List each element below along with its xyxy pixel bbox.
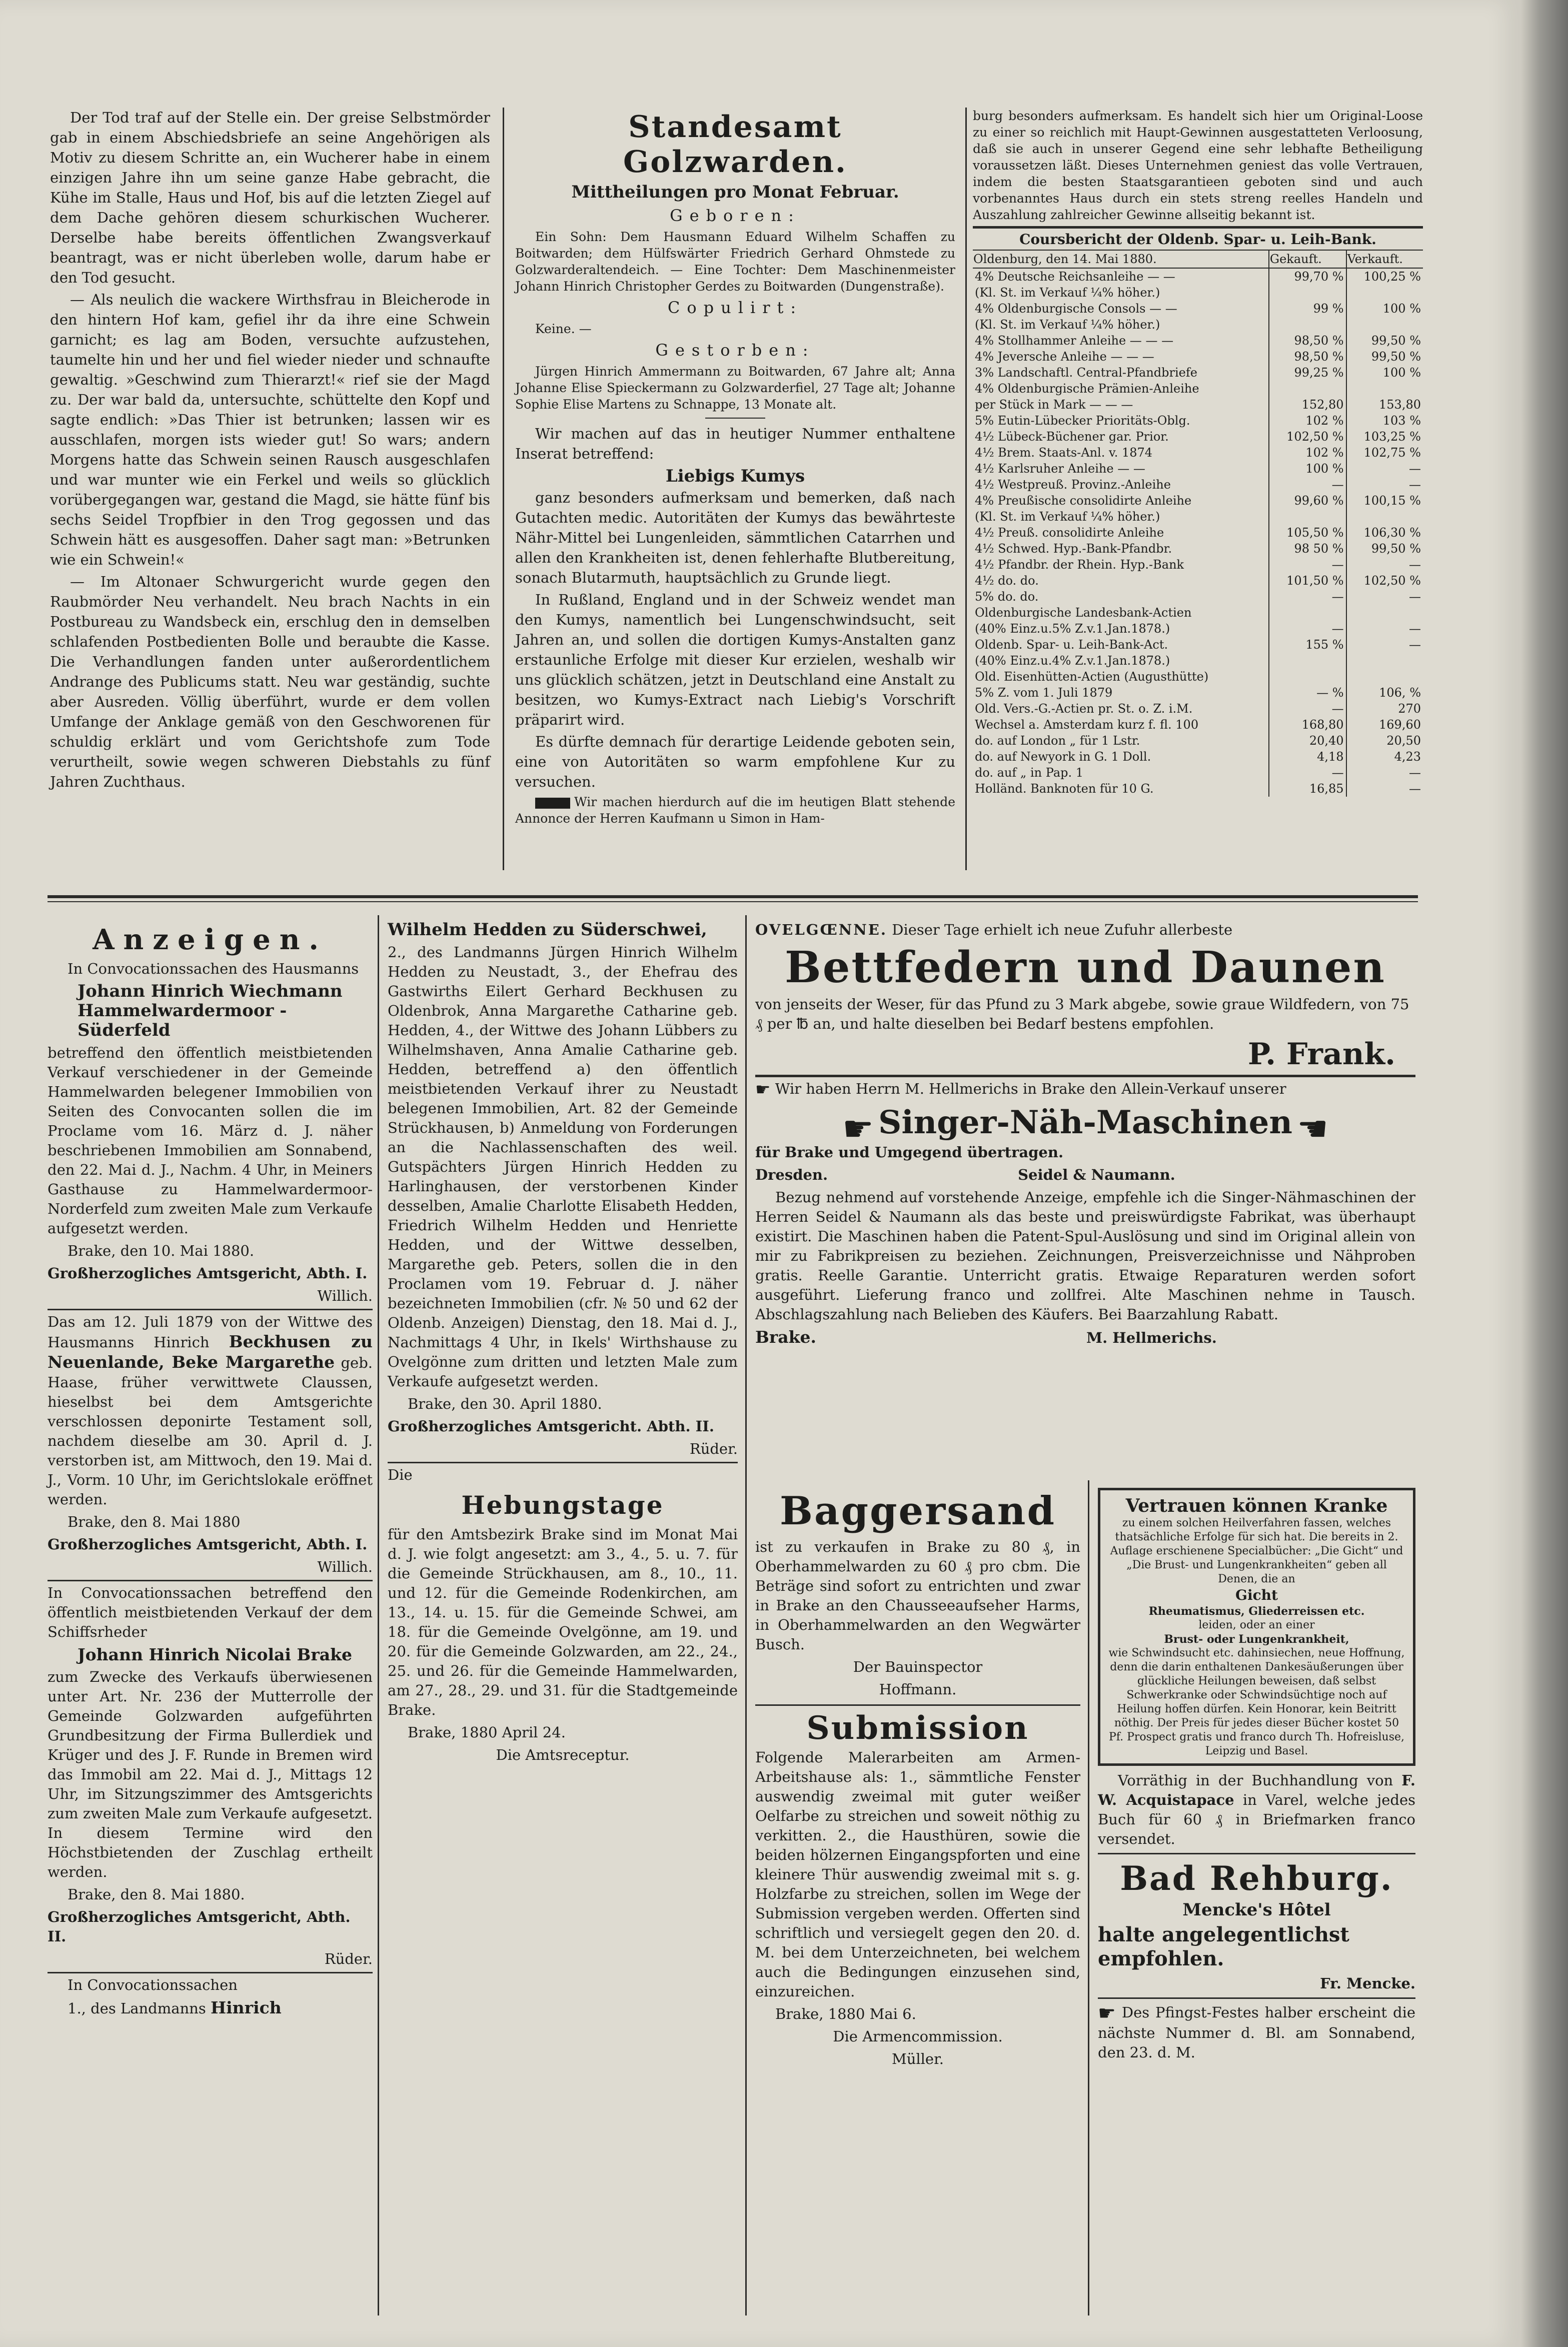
kranke-text: wie Schwindsucht etc. dahinsiechen, neue Hoffnung, denn die darin enthaltenen Dankesäußerungen über glückliche Heilungen beweisen, daß selbst Schwerkranke oder Schwindsüchtige noch auf Heilung hoffen dürfen. Kein Honorar, kein Beitritt nöthig. Der Preis für jedes dieser Bücher kostet 50 Pf. Prospect gratis und franco durch Th. Hofreisluse, Leipzig und Basel. <box>1108 1647 1405 1757</box>
acquistapace-text-1: Vorräthig in der Buchhandlung von <box>1118 1772 1393 1789</box>
kurs-buy: 16,85 <box>1269 781 1346 797</box>
kurs-row <box>973 765 1423 781</box>
kurs-security: 4% Preußische consolidirte Anleihe <box>975 494 1192 508</box>
kurs-sell: 100,25 % <box>1346 268 1423 285</box>
pointing-hand-icon: ☛ <box>1098 2001 1116 2025</box>
kurs-sell <box>1346 653 1423 669</box>
section-separator <box>48 895 1418 898</box>
submission-text: Folgende Malerarbeiten am Armen-Arbeitshause als: 1., sämmtliche Fenster auswendig zweimal mit guter weißer Oelfarbe zu streichen und soweit nöthig zu verkitten. 2., die Hausthüren, sowie die beiden hölzernen Eingangspforten und eine kleinere Thür auswendig zweimal mit s. g. Holzfarbe zu streichen, sollen im Wege der Submission vergeben werden. Offerten sind schriftlich und versiegelt gegen den 20. d. M. bei dem Unterzeichneten, bei welchem auch die Bedingungen einzusehen sind, einzureichen. <box>755 1749 1080 2000</box>
ad-date: Brake, den 8. Mai 1880 <box>68 1513 241 1530</box>
copulirt-text: Keine. — <box>535 322 592 336</box>
ads-column-a <box>48 920 373 2021</box>
kurs-security: 4% Oldenburgische Consols — — <box>975 302 1177 316</box>
kurs-sell: — <box>1346 637 1423 653</box>
hebungstage-date: Brake, 1880 April 24. <box>408 1724 566 1741</box>
kurs-buy: 102 % <box>1269 445 1346 461</box>
kurs-buy: 4,18 <box>1269 749 1346 765</box>
kurs-sell: 103,25 % <box>1346 429 1423 445</box>
kurs-date: Oldenburg, den 14. Mai 1880. <box>973 250 1269 268</box>
kurs-sell: 100,15 % <box>1346 493 1423 509</box>
kurs-row <box>973 349 1423 365</box>
kurs-sell <box>1346 605 1423 621</box>
kurs-buy: — <box>1269 765 1346 781</box>
standesamt-title: Standesamt Golzwarden. <box>623 110 847 180</box>
kurs-security: 4½ do. do. <box>975 574 1039 588</box>
pointing-hand-left-icon: ☚ <box>1297 1108 1328 1149</box>
kurs-sell: 106, % <box>1346 685 1423 701</box>
kurs-security: (40% Einz.u.5% Z.v.1.Jan.1878.) <box>975 622 1170 636</box>
kurs-buy: 152,80 <box>1269 397 1346 413</box>
kaufmann-notice <box>515 794 955 827</box>
hebungstage-die: Die <box>388 1466 413 1483</box>
divider <box>48 1309 373 1310</box>
liebig-paragraph: In Rußland, England und in der Schweiz wendet man den Kumys, namentlich bei Lungenschwindsucht, seit Jahren an, und sollen die dortigen Kumys-Anstalten ganz erstaunliche Erfolge mit dieser Kur erzielen, weshalb wir uns glücklich schätzen, jetzt in Deutschland eine Anstalt zu besitzen, wo Kumys-Extract nach Liebig's Vorschrift präparirt wird. <box>515 591 955 728</box>
kurs-row <box>973 477 1423 493</box>
kranke-box <box>1098 1488 1415 1766</box>
kurs-row <box>973 557 1423 573</box>
kurs-row <box>973 268 1423 285</box>
kurs-buy <box>1269 317 1346 333</box>
singer-text: Bezug nehmend auf vorstehende Anzeige, empfehle ich die Singer-Nähmaschinen der Herren Seidel & Naumann als das beste und preiswürdigste Fabrikat, was überhaupt existirt. Die Maschinen haben die Patent-Spul-Auslösung und sind im Original allein von mir zu Fabrikpreisen zu beziehen. Zeichnungen, Preisverzeichnisse und Nähproben gratis. Reelle Garantie. Unterricht gratis. Etwaige Reparaturen werden sofort ausgeführt. Lieferung franco und zollfrei. Alte Maschinen nehme in Tausch. Abschlagszahlung nach Belieben des Käufers. Bei Baarzahlung Rabatt. <box>755 1188 1415 1323</box>
kurs-security: Old. Eisenhütten-Actien (Augusthütte) <box>975 670 1209 684</box>
kurs-row <box>973 781 1423 797</box>
divider <box>1098 1997 1415 1999</box>
ad-sign: Rüder. <box>324 1950 373 1967</box>
news-column-1 <box>50 108 490 794</box>
kurs-sell: — <box>1346 765 1423 781</box>
kurs-row <box>973 701 1423 717</box>
kurs-security: 4% Jeversche Anleihe — — — <box>975 350 1154 364</box>
section-separator <box>48 901 1418 902</box>
ovelgoenne-ad <box>755 920 1415 940</box>
rehburg-hotel: Mencke's Hôtel <box>1182 1900 1331 1920</box>
geboren-text: Ein Sohn: Dem Hausmann Eduard Wilhelm Schaffen zu Boitwarden; dem Hülfswärter Friedrich Gerhard Ohmstede zu Golzwarderaltendeich. — Eine Tochter: Dem Maschinenmeister Johann Hinrich Christopher Gerdes zu Boitwarden (Dungenstraße). <box>515 230 955 294</box>
kurs-sell: 4,23 <box>1346 749 1423 765</box>
kranke-text: zu einem solchen Heilverfahren fassen, welches thatsächliche Erfolge für sich hat. Die bereits in 2. Auflage erschienene Specialbücher: „Die Gicht“ und „Die Brust- und Lungenkrankheiten“ geben all Denen, die an <box>1110 1517 1403 1585</box>
kurs-security: do. auf Newyork in G. 1 Doll. <box>975 750 1151 764</box>
kranke-heading: Brust- oder Lungenkrankheit, <box>1164 1633 1349 1646</box>
copulirt-heading: Copulirt: <box>667 298 803 317</box>
kurs-sell <box>1346 285 1423 301</box>
kurs-buy: 99 % <box>1269 301 1346 317</box>
divider <box>705 418 765 419</box>
kurs-buy <box>1269 605 1346 621</box>
kurs-buy: 98,50 % <box>1269 349 1346 365</box>
ad-court: Großherzogliches Amtsgericht, Abth. II. <box>48 1908 351 1945</box>
divider <box>388 1462 738 1463</box>
kurs-security: 4% Deutsche Reichsanleihe — — <box>975 270 1175 284</box>
gestorben-heading: Gestorben: <box>655 341 815 360</box>
kurs-sell: 100 % <box>1346 301 1423 317</box>
ad-text: 2., des Landmanns Jürgen Hinrich Wilhelm Hedden zu Neustadt, 3., der Ehefrau des Gastwirths Eilert Gerhard Beckhusen zu Oldenbrok, Anna Margarethe Catharine geb. Hedden, 4., der Wittwe des Johann Lübbers zu Wilhelmshaven, Anna Amalie Catharine geb. Hedden, betreffend a) den öffentlich meistbietenden Verkauf ihrer zu Neustadt belegenen Immobilien, Art. 82 der Gemeinde Strückhausen, b) Anmeldung von Forderungen an die Nachlassenschaften des weil. Gutspächters Jürgen Hinrich Hedden zu Harlinghausen, der verstorbenen Kinder desselben, Amalie Charlotte Elisabeth Hedden, Friedrich Wilhelm Hedden und Henriette Hedden, und der Wittwe desselben, Margarethe geb. Peters, sollen die in den Proclamen vom 19. Februar d. J. näher bezeichneten Immobilien (cfr. № 50 und 62 der Oldenb. Anzeigen) Dienstag, den 18. Mai d. J., Nachmittags 4 Uhr, in Ikels' Wirthshause zu Ovelgönne zum dritten und letzten Male zum Verkaufe aufgesetzt werden. <box>388 944 738 1390</box>
kurs-buy: — % <box>1269 685 1346 701</box>
submission-role: Die Armencommission. <box>833 2028 1003 2045</box>
geboren-heading: Geboren: <box>670 206 801 225</box>
singer-pre <box>755 1079 1415 1100</box>
kurs-buy: — <box>1269 589 1346 605</box>
kurs-security: 4% Stollhammer Anleihe — — — <box>975 334 1174 348</box>
ad-name: Hinrich <box>210 1998 282 2017</box>
pointing-hand-icon: ☛ <box>842 1108 874 1149</box>
ad-intro: In Convocationssachen betreffend den öffentlich meistbietenden Verkauf der dem Schiffsrheder <box>48 1584 373 1640</box>
column-rule-3 <box>378 915 379 2315</box>
kurs-security: 4½ Schwed. Hyp.-Bank-Pfandbr. <box>975 542 1172 556</box>
ad-text-part: geb. Haase, früher verwittwete Claussen, hieselbst bei dem Amtsgerichte verschlossen deponirte Testament soll, nachdem dieselbe am 30. April d. J. verstorben ist, am Mittwoch, den 19. Mai d. J., Vorm. 10 Uhr, im Gerichtslokale eröffnet werden. <box>48 1354 373 1508</box>
ad-name: Johann Hinrich Nicolai Brake <box>78 1645 352 1664</box>
pfingst-notice <box>1098 2003 1415 2062</box>
page-fold <box>1520 0 1568 2347</box>
kurs-row <box>973 525 1423 541</box>
kurs-row <box>973 637 1423 653</box>
kurs-security: 3% Landschaftl. Central-Pfandbriefe <box>975 366 1197 380</box>
kranke-heading: Gicht <box>1235 1587 1278 1603</box>
kurs-buy: — <box>1269 477 1346 493</box>
ad-sign: Willich. <box>317 1558 373 1575</box>
baggersand-text: ist zu verkaufen in Brake zu 80 ₰, in Oberhammelwarden zu 60 ₰ pro cbm. Die Beträge sind sofort zu entrichten und zwar in Brake an den Chausseeaufseher Harms, in Oberhammelwarden an den Wegwärter Busch. <box>755 1538 1080 1653</box>
ad-name: Beckhusen zu Neuenlande, Beke Margarethe <box>48 1332 373 1372</box>
ad-name: Johann Hinrich Wiechmann Hammelwardermoor - Süderfeld <box>78 981 343 1040</box>
ovelgoenne-sign: P. Frank. <box>1247 1037 1395 1072</box>
kurs-sell: 153,80 <box>1346 397 1423 413</box>
kurs-buy: 20,40 <box>1269 733 1346 749</box>
kurs-security: per Stück in Mark — — — <box>975 398 1133 412</box>
news-column-2 <box>515 108 955 829</box>
kurs-buy <box>1269 285 1346 301</box>
singer-firm-row <box>755 1165 1415 1185</box>
singer-city: Dresden. <box>755 1166 828 1183</box>
kurs-row <box>973 621 1423 637</box>
kurs-buy: 101,50 % <box>1269 573 1346 589</box>
kranke-text: leiden, oder an einer <box>1198 1619 1315 1631</box>
kurs-sell: 106,30 % <box>1346 525 1423 541</box>
kurs-row <box>973 493 1423 509</box>
gestorben-text: Jürgen Hinrich Ammermann zu Boitwarden, 67 Jahre alt; Anna Johanne Elise Spieckermann zu Golzwarderfiel, 27 Tage alt; Johanne Sophie Elise Martens zu Schnappe, 13 Monate alt. <box>515 364 955 412</box>
ad-name: Wilhelm Hedden zu Süderschwei, <box>388 920 707 940</box>
kurs-row <box>973 685 1423 701</box>
kurs-security: (Kl. St. im Verkauf ¼% höher.) <box>975 510 1160 524</box>
submission-date: Brake, 1880 Mai 6. <box>775 2005 916 2022</box>
ads-column-d <box>1098 1488 1415 2065</box>
kurs-buy: 99,60 % <box>1269 493 1346 509</box>
rehburg-text: halte angelegentlichst empfohlen. <box>1098 1923 1349 1970</box>
kurs-security: 4½ Lübeck-Büchener gar. Prior. <box>975 430 1169 444</box>
divider <box>48 1972 373 1973</box>
ovelgoenne-place: OVELGŒNNE. <box>755 921 887 938</box>
kurs-buy: 100 % <box>1269 461 1346 477</box>
kurs-row <box>973 653 1423 669</box>
kurs-row <box>973 733 1423 749</box>
baggersand-title: Baggersand <box>780 1488 1056 1534</box>
kurs-sell: 102,50 % <box>1346 573 1423 589</box>
kurs-table <box>973 250 1423 797</box>
kurs-security: Old. Vers.-G.-Actien pr. St. o. Z. i.M. <box>975 702 1193 716</box>
kurs-sell: 20,50 <box>1346 733 1423 749</box>
singer-pre-text: Wir haben Herrn M. Hellmerichs in Brake den Allein-Verkauf unserer <box>775 1080 1286 1097</box>
baggersand-role: Der Bauinspector <box>853 1658 983 1675</box>
article-paragraph: — Im Altonaer Schwurgericht wurde gegen den Raubmörder Neu verhandelt. Neu brach Nachts in ein Postbureau zu Wandsbeck ein, erschlug den in demselben schlafenden Postbedienten Bolle und beraubte die Kasse. Die Verhandlungen fanden unter außerordentlichem Andrange des Publicums statt. Neu war geständig, suchte aber Ausreden. Völlig überführt, wurde er dem vollen Umfange der Anklage gemäß von den Geschworenen für schuldig erklärt und vom Gerichtshofe zum Tode verurtheilt, sowie wegen schweren Diebstahls zu fünf Jahren Zuchthaus. <box>50 573 490 790</box>
ad-date: Brake, den 30. April 1880. <box>408 1395 602 1412</box>
kurs-row <box>973 397 1423 413</box>
singer-for: für Brake und Umgegend übertragen. <box>755 1143 1064 1161</box>
kurs-row <box>973 317 1423 333</box>
column-rule-5 <box>1088 1480 1089 2315</box>
acquistapace-text-2: in Varel, welche jedes Buch für 60 ₰ in Briefmarken franco versendet. <box>1098 1791 1415 1847</box>
kurs-security: 4% Oldenburgische Prämien-Anleihe <box>975 382 1199 396</box>
kurs-sell <box>1346 669 1423 685</box>
singer-sign-row <box>755 1327 1415 1348</box>
ad-sign: Rüder. <box>689 1440 738 1457</box>
kurs-row <box>973 717 1423 733</box>
kurs-buy: 98 50 % <box>1269 541 1346 557</box>
kurs-buy: 105,50 % <box>1269 525 1346 541</box>
kurs-sell: — <box>1346 557 1423 573</box>
kurs-security: 4½ Preuß. consolidirte Anleihe <box>975 526 1164 540</box>
ad-court: Großherzogliches Amtsgericht, Abth. I. <box>48 1536 368 1553</box>
ovelgoenne-text: Dieser Tage erhielt ich neue Zufuhr allerbeste <box>892 921 1233 938</box>
kurs-row <box>973 589 1423 605</box>
ad-text <box>48 1312 373 1509</box>
acquistapace-name: F. W. Acquistapace <box>1098 1772 1415 1808</box>
rehburg-title: Bad Rehburg. <box>1120 1859 1393 1898</box>
kurs-buy <box>1269 509 1346 525</box>
kurs-sell <box>1346 509 1423 525</box>
kurs-buy: 99,70 % <box>1269 268 1346 285</box>
kurs-row <box>973 461 1423 477</box>
ads-column-c <box>755 920 1415 1351</box>
kurs-security: 5% Eutin-Lübecker Prioritäts-Oblg. <box>975 414 1190 428</box>
kurs-sell: 99,50 % <box>1346 349 1423 365</box>
hebungstage-title: Hebungstage <box>461 1490 664 1520</box>
singer-sign: M. Hellmerichs. <box>1086 1329 1217 1346</box>
singer-title: Singer-Näh-Maschinen <box>878 1103 1292 1141</box>
kurs-security: Oldenb. Spar- u. Leih-Bank-Act. <box>975 638 1168 652</box>
kurs-security: Oldenburgische Landesbank-Actien <box>975 606 1192 620</box>
ad-sign: Willich. <box>317 1287 373 1304</box>
kurs-security: 4½ Westpreuß. Provinz.-Anleihe <box>975 478 1171 492</box>
ovelgoenne-text: von jenseits der Weser, für das Pfund zu 3 Mark abgebe, sowie graue Wildfedern, von 75 ₰ per ℔ an, und halte dieselben bei Bedarf bestens empfohlen. <box>755 996 1409 1032</box>
kurs-row <box>973 669 1423 685</box>
kurs-sell: — <box>1346 621 1423 637</box>
kurs-buy <box>1269 653 1346 669</box>
hebungstage-sign: Die Amtsreceptur. <box>496 1746 630 1763</box>
liebig-intro: Wir machen auf das in heutiger Nummer enthaltene Inserat betreffend: <box>515 425 955 462</box>
kaufmann-notice-text: Wir machen hierdurch auf die im heutigen Blatt stehende Annonce der Herren Kaufmann u Simon in Ham- <box>515 795 955 826</box>
column-rule-1 <box>503 108 504 870</box>
kurs-sell: 102,75 % <box>1346 445 1423 461</box>
kurs-security: 4½ Karlsruher Anleihe — — <box>975 462 1145 476</box>
column-rule-2 <box>965 108 967 870</box>
kurs-sell: — <box>1346 589 1423 605</box>
kurs-row <box>973 541 1423 557</box>
kurs-row <box>973 445 1423 461</box>
kurs-row <box>973 605 1423 621</box>
singer-firm: Seidel & Naumann. <box>1018 1166 1175 1183</box>
kurs-sell: 169,60 <box>1346 717 1423 733</box>
kurs-security: (40% Einz.u.4% Z.v.1.Jan.1878.) <box>975 654 1170 668</box>
ads-column-b <box>388 920 738 1768</box>
kurs-buy: — <box>1269 701 1346 717</box>
kurs-security: 4½ Brem. Staats-Anl. v. 1874 <box>975 446 1153 460</box>
kurs-buy <box>1269 381 1346 397</box>
kurs-title: Coursbericht der Oldenb. Spar- u. Leih-Bank. <box>1019 231 1376 248</box>
singer-title-row <box>755 1103 1415 1149</box>
article-paragraph: Der Tod traf auf der Stelle ein. Der greise Selbstmörder gab in einem Abschiedsbriefe an seine Angehörigen als Motiv zu diesem Schritte an, ein Wucherer habe in einem einzigen Jahre ihn um seine ganze Habe gebracht, die Kühe im Stalle, Haus und Hof, bis auf die letzten Ziegel auf dem Dache gehören diesem schurkischen Wucherer. Derselbe habe bereits öffentlichen Zwangsverkauf beantragt, was er nicht überleben wolle, darum habe er den Tod gesucht. <box>50 109 490 286</box>
ad-text <box>48 1998 373 2018</box>
kurs-head-sell: Verkauft. <box>1346 250 1423 268</box>
kurs-head-buy: Gekauft. <box>1269 250 1346 268</box>
kurs-row <box>973 301 1423 317</box>
rehburg-sign: Fr. Mencke. <box>1320 1975 1415 1992</box>
divider <box>1098 1853 1415 1854</box>
ad-text-part: Das am 12. Juli 1879 von der Wittwe des Hausmanns Hinrich <box>48 1313 373 1351</box>
ad-text: betreffend den öffentlich meistbietenden Verkauf verschiedener in der Gemeinde Hammelwarden belegener Immobilien von Seiten des Convocanten sollen die im Proclame vom 16. März d. J. näher beschriebenen Immobilien am Sonnabend, den 22. Mai d. J., Nachm. 4 Uhr, in Meiners Gasthause zu Hammelwardermoor-Norderfeld zum zweiten Male zum Verkaufe aufgesetzt werden. <box>48 1044 373 1237</box>
news-column-3 <box>973 108 1423 797</box>
kurs-row <box>973 365 1423 381</box>
liebig-title: Liebigs Kumys <box>665 466 805 486</box>
kurs-security: (Kl. St. im Verkauf ¼% höher.) <box>975 318 1160 332</box>
anzeigen-heading: Anzeigen. <box>93 923 328 956</box>
kurs-buy: 102,50 % <box>1269 429 1346 445</box>
column-rule-4 <box>745 915 747 2315</box>
divider <box>973 226 1423 229</box>
kurs-security: 5% Z. vom 1. Juli 1879 <box>975 686 1113 700</box>
kurs-security: 4½ Pfandbr. der Rhein. Hyp.-Bank <box>975 558 1184 572</box>
divider <box>755 1075 1415 1077</box>
kranke-title: Vertrauen können Kranke <box>1125 1495 1388 1516</box>
submission-sign: Müller. <box>892 2050 944 2067</box>
kurs-buy <box>1269 669 1346 685</box>
ad-court: Großherzogliches Amtsgericht, Abth. I. <box>48 1265 368 1282</box>
kurs-buy: 155 % <box>1269 637 1346 653</box>
ad-intro: In Convocationssachen des Hausmanns <box>68 960 359 977</box>
kurs-sell: — <box>1346 781 1423 797</box>
kurs-row <box>973 333 1423 349</box>
kurs-buy: — <box>1269 557 1346 573</box>
lottery-notice: burg besonders aufmerksam. Es handelt sich hier um Original-Loose zu einer so reichlich mit Haupt-Gewinnen ausgestatteten Verloosung, daß sie auch in unserer Gegend eine sehr lebhafte Betheiligung voraussetzen läßt. Dieses Unternehmen geniest das volle Vertrauen, indem die besten Staatsgarantieen geboten sind und auch vorbenanntes Haus durch ein stets streng reelles Handeln und Auszahlung zahlreicher Gewinne allseitig bekannt ist. <box>973 109 1423 222</box>
divider <box>48 1580 373 1581</box>
divider <box>755 1704 1080 1706</box>
ad-date: Brake, den 8. Mai 1880. <box>68 1886 245 1903</box>
black-box-icon <box>535 798 570 809</box>
liebig-paragraph: Es dürfte demnach für derartige Leidende geboten sein, eine von Autoritäten so warm empfohlene Kur zu versuchen. <box>515 733 955 790</box>
ad-intro: In Convocationssachen <box>68 1976 238 1993</box>
kurs-row <box>973 285 1423 301</box>
kurs-row <box>973 573 1423 589</box>
kurs-buy: 102 % <box>1269 413 1346 429</box>
ad-text: zum Zwecke des Verkaufs überwiesenen unter Art. Nr. 236 der Mutterrolle der Gemeinde Golzwarden aufgeführten Grundbesitzung der Firma Bullerdiek und Krüger und des J. F. Runde in Bremen wird das Immobil am 22. Mai d. J., Mittags 12 Uhr, im Sitzungszimmer des Amtsgerichts zum zweiten Male zum Verkaufe aufgesetzt. In diesem Termine wird den Höchstbietenden der Zuschlag ertheilt werden. <box>48 1668 373 1880</box>
kurs-sell: 99,50 % <box>1346 333 1423 349</box>
kurs-sell <box>1346 317 1423 333</box>
kurs-sell: 270 <box>1346 701 1423 717</box>
standesamt-subtitle: Mittheilungen pro Monat Februar. <box>571 182 899 202</box>
kurs-buy: 99,25 % <box>1269 365 1346 381</box>
kurs-buy: 98,50 % <box>1269 333 1346 349</box>
kurs-security: do. auf „ in Pap. 1 <box>975 766 1084 780</box>
submission-title: Submission <box>806 1709 1029 1747</box>
kurs-buy: — <box>1269 621 1346 637</box>
hebungstage-text: für den Amtsbezirk Brake sind im Monat Mai d. J. wie folgt angesetzt: am 3., 4., 5. u. 7. für die Gemeinde Strückhausen, am 8., 10., 11. und 12. für die Gemeinde Rodenkirchen, am 13., 14. u. 15. für die Gemeinde Schwei, am 18. für die Gemeinde Ovelgönne, am 19. und 20. für die Gemeinde Golzwarden, am 22., 24., 25. und 26. für die Gemeinde Hammelwarden, am 27., 28., 29. und 31. für die Stadtgemeinde Brake. <box>388 1526 738 1718</box>
pointing-hand-icon: ☛ <box>755 1079 771 1100</box>
kranke-heading: Rheumatismus, Gliederreissen etc. <box>1148 1605 1365 1618</box>
kurs-row <box>973 509 1423 525</box>
kurs-security: Holländ. Banknoten für 10 G. <box>975 782 1154 796</box>
kurs-header-row <box>973 250 1423 268</box>
ads-column-c-lower <box>755 1485 1080 2072</box>
kurs-buy: 168,80 <box>1269 717 1346 733</box>
ad-date: Brake, den 10. Mai 1880. <box>68 1242 255 1259</box>
ad-text-part: 1., des Landmanns <box>68 2000 206 2017</box>
liebig-paragraph: ganz besonders aufmerksam und bemerken, daß nach Gutachten medic. Autoritäten der Kumys das bewährteste Nähr-Mittel bei Lungenleiden, sämmtlichen Catarrhen und allen den Krankheiten ist, denen fehlerhafte Blutbereitung, sonach Blutarmuth, hauptsächlich zu Grunde liegt. <box>515 489 955 586</box>
kurs-security: (Kl. St. im Verkauf ¼% höher.) <box>975 286 1160 300</box>
ad-court: Großherzogliches Amtsgericht. Abth. II. <box>388 1418 714 1435</box>
kurs-row <box>973 429 1423 445</box>
kurs-security: Wechsel a. Amsterdam kurz f. fl. 100 <box>975 718 1199 732</box>
singer-place: Brake. <box>755 1327 817 1347</box>
bettfedern-title: Bettfedern und Daunen <box>785 942 1386 993</box>
kurs-security: 5% do. do. <box>975 590 1039 604</box>
baggersand-sign: Hoffmann. <box>879 1681 957 1698</box>
kurs-row <box>973 381 1423 397</box>
kurs-row <box>973 749 1423 765</box>
kurs-sell <box>1346 381 1423 397</box>
pfingst-text: Des Pfingst-Festes halber erscheint die nächste Nummer d. Bl. am Sonnabend, den 23. d. M. <box>1098 2004 1416 2061</box>
article-paragraph: — Als neulich die wackere Wirthsfrau in Bleicherode in den hintern Hof kam, gefiel ihr da ihre eine Schwein garnicht; es lag am Boden, versuchte aufzustehen, taumelte hin und her und fiel wieder nieder und schnaufte gewaltig. »Geschwind zum Thierarzt!« rief sie der Magd zu. Der war bald da, untersuchte, schüttelte den Kopf und sagte endlich: »Das Thier ist betrunken; lassen wir es ausschlafen, morgen ists wieder gut! So wars; andern Morgens hatte das Schwein seinen Rausch ausgeschlafen und war munter wie ein Ferkel und weils so glücklich vorübergegangen war, gestand die Magd, sie hätte fünf bis sechs Seidel Tropfbier in den Trog gegossen und das Schwein hätt es ausgesoffen. Daher sagt man: »Betrunken wie ein Schwein!« <box>50 291 490 568</box>
acquistapace-text <box>1098 1771 1415 1849</box>
kurs-sell: — <box>1346 477 1423 493</box>
kurs-sell: 100 % <box>1346 365 1423 381</box>
kurs-security: do. auf London „ für 1 Lstr. <box>975 734 1140 748</box>
kurs-row <box>973 413 1423 429</box>
kurs-sell: 99,50 % <box>1346 541 1423 557</box>
kurs-sell: 103 % <box>1346 413 1423 429</box>
kurs-sell: — <box>1346 461 1423 477</box>
